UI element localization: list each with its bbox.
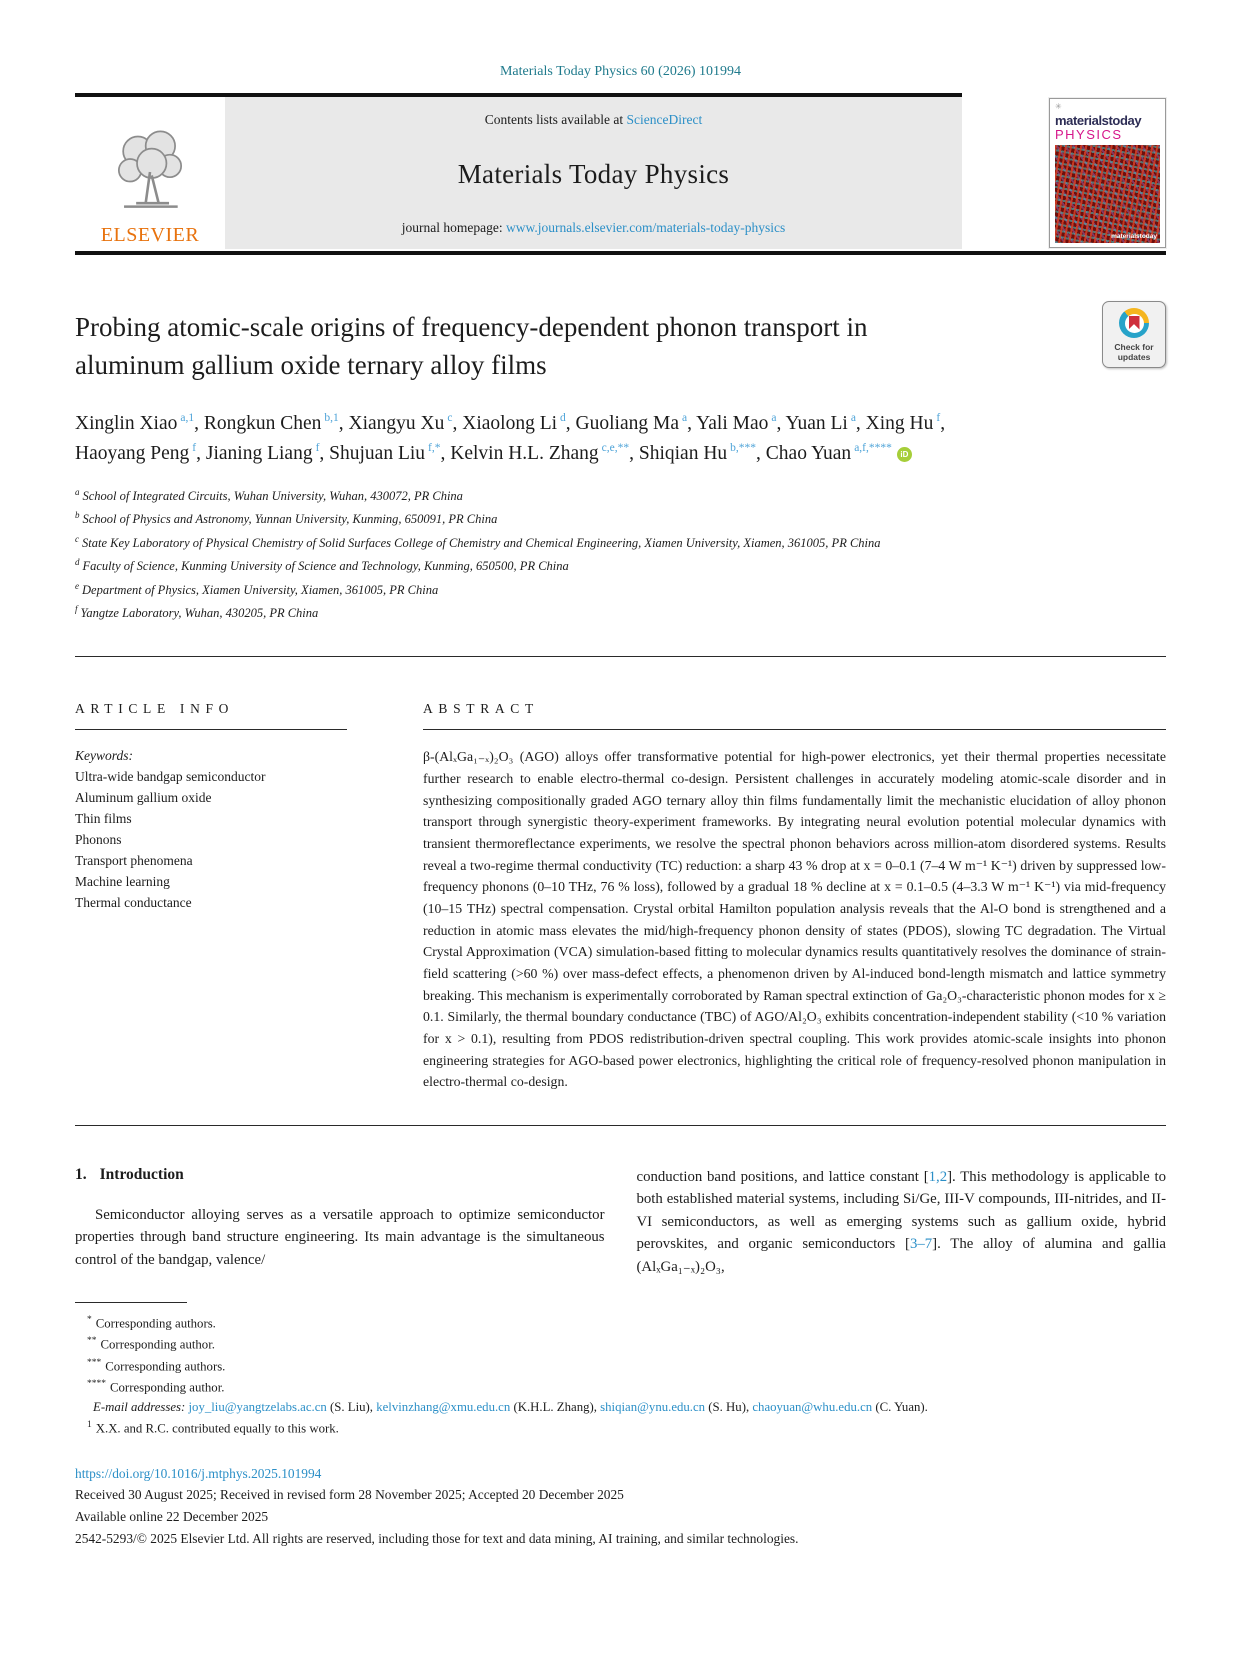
author: Xiangyu Xu $^c$, xyxy=(348,412,463,434)
check-for-updates-badge[interactable] xyxy=(1102,301,1166,368)
sciencedirect-link[interactable]: ScienceDirect xyxy=(626,112,703,127)
keyword: Thermal conductance xyxy=(75,894,192,910)
author: Xinglin Xiao $^{a,1}$, xyxy=(75,412,204,434)
paper-title: Probing atomic-scale origins of frequency-dependent phonon transport in aluminum gallium oxide ternary alloy films xyxy=(75,312,868,380)
elsevier-tree-icon xyxy=(106,127,194,222)
footnote: *** Corresponding authors. xyxy=(87,1357,226,1373)
footnotes xyxy=(75,1302,1166,1438)
article-info-heading: ARTICLE INFO xyxy=(75,701,235,717)
journal-citation: Materials Today Physics 60 (2026) 101994 xyxy=(499,64,741,79)
author: Xiaolong Li $^d$, xyxy=(462,412,576,434)
keyword: Thin films xyxy=(75,811,132,827)
email-link[interactable]: joy_liu@yangtzelabs.ac.cn xyxy=(188,1399,327,1414)
affiliation: $^c$ State Key Laboratory of Physical Chemistry of Solid Surfaces College of Chemistry and Chemical Engineering, Xiamen University, Xiamen, 361005, PR China xyxy=(75,533,881,550)
author: Guoliang Ma $^a$, xyxy=(575,412,697,434)
keyword: Machine learning xyxy=(75,874,170,889)
divider xyxy=(75,729,347,730)
cover-brand: materialstoday xyxy=(1055,113,1142,128)
cover-publisher-mark-icon: ✳ xyxy=(1055,102,1062,111)
available-online: Available online 22 December 2025 xyxy=(75,1509,269,1525)
author: Yuan Li $^a$, xyxy=(785,412,866,434)
author: Rongkun Chen $^{b,1}$, xyxy=(203,412,349,434)
citation-ref-link[interactable]: 3–7 xyxy=(909,1236,933,1253)
footnote: **** Corresponding author. xyxy=(87,1378,225,1394)
cover-series: PHYSICS xyxy=(1055,126,1123,142)
author: Yali Mao $^a$, xyxy=(696,412,786,434)
email-link[interactable]: kelvinzhang@xmu.edu.cn xyxy=(376,1399,511,1414)
elsevier-logo[interactable] xyxy=(75,97,225,249)
keyword: Phonons xyxy=(75,832,122,848)
affiliation: $^b$ School of Physics and Astronomy, Yunnan University, Kunming, 650091, PR China xyxy=(75,510,498,527)
introduction-paragraph-left: Semiconductor alloying serves as a versatile approach to optimize semiconductor properties through band structure engineering. Its main advantage is the simultaneous control of the bandgap, valence/ xyxy=(75,1206,605,1268)
doi-link[interactable]: https://doi.org/10.1016/j.mtphys.2025.101994 xyxy=(75,1465,322,1481)
footnote-rule xyxy=(75,1302,187,1303)
cover-art-brand: materialstoday xyxy=(1111,233,1157,240)
left-column xyxy=(75,1166,605,1278)
affiliation: $^a$ School of Integrated Circuits, Wuhan University, Wuhan, 430072, PR China xyxy=(75,487,463,504)
keyword: Ultra-wide bandgap semiconductor xyxy=(75,769,266,785)
equal-contribution-note: $^1$ X.X. and R.C. contributed equally to this work. xyxy=(87,1419,339,1435)
footnote: * Corresponding authors. xyxy=(87,1315,216,1331)
abstract-column xyxy=(423,701,1166,1093)
contents-line: Contents lists available at ScienceDirect xyxy=(484,112,703,127)
check-for-updates-icon xyxy=(1119,308,1149,338)
author: Xing Hu $^f$, xyxy=(865,412,946,434)
email-label: E-mail addresses: xyxy=(93,1399,186,1414)
keyword: Aluminum gallium oxide xyxy=(75,790,212,806)
journal-homepage-link[interactable]: www.journals.elsevier.com/materials-today-physics xyxy=(506,220,786,235)
copyright-line: 2542-5293/© 2025 Elsevier Ltd. All rights are reserved, including those for text and data mining, AI training, and similar technologies. xyxy=(75,1530,799,1546)
email-link[interactable]: chaoyuan@whu.edu.cn xyxy=(752,1399,873,1414)
author-list xyxy=(75,409,985,469)
publication-block xyxy=(75,1463,1166,1610)
orcid-icon[interactable]: iD xyxy=(897,447,912,462)
cover-art-image xyxy=(1055,145,1160,243)
author: Shiqian Hu $^{b,***}$, xyxy=(638,442,766,464)
keyword: Transport phenomena xyxy=(75,853,193,869)
elsevier-wordmark: ELSEVIER xyxy=(100,224,200,246)
citation-ref-link[interactable]: 1,2 xyxy=(928,1168,948,1185)
masthead xyxy=(75,93,1166,255)
journal-header-block xyxy=(75,93,962,249)
abstract-heading: ABSTRACT xyxy=(423,701,539,717)
author: Haoyang Peng $^f$, xyxy=(75,442,206,464)
article-info-column xyxy=(75,701,347,1093)
author: Jianing Liang $^f$, xyxy=(205,442,330,464)
title-row xyxy=(75,309,1166,385)
footnote: ** Corresponding author. xyxy=(87,1336,215,1352)
introduction-heading: 1. Introduction xyxy=(75,1165,184,1183)
introduction-section xyxy=(75,1126,1166,1278)
received-dates: Received 30 August 2025; Received in revised form 28 November 2025; Accepted 20 December 2025 xyxy=(75,1487,624,1503)
divider xyxy=(423,729,1166,730)
check-for-updates-label: Check for updates xyxy=(1114,342,1154,363)
journal-title: Materials Today Physics xyxy=(457,158,730,189)
masthead-bottom-rule xyxy=(75,251,1166,255)
keywords-label: Keywords: xyxy=(75,748,133,764)
email-link[interactable]: shiqian@ynu.edu.cn xyxy=(600,1399,706,1414)
masthead-center xyxy=(225,97,962,249)
author: Chao Yuan $^{a,f,****}$ xyxy=(765,442,892,464)
abstract-text: β-(AlₓGa₁₋ₓ)₂O₃ (AGO) alloys offer transformative potential for high-power electronics, yet their thermal properties necessitate further research to enable electro-thermal co-design. Persistent challenges in accurately modeling atomic-scale disorder and in synthesizing compositionally graded AGO ternary alloy thin films fundamentally limit the mechanistic elucidation of alloy phonon transport through synergistic theory-experiment frameworks. By integrating neural evolution potential molecular dynamics with transient thermoreflectance experiments, we resolve the spectral phonon behaviors across million-atom disordered systems. Results reveal a two-regime thermal conductivity (TC) reduction: a sharp 43 % drop at x = 0–0.1 (7–4 W m⁻¹ K⁻¹) driven by suppressed low-frequency phonons (0–10 THz, 76 % loss), followed by a gradual 18 % decline at x = 0.1–0.5 (4–3.3 W m⁻¹ K⁻¹) via mid-frequency (10–15 THz) spectral compensation. Crystal orbital Hamilton population analysis reveals that the Al-O bond is strengthened and a reduction in atomic mass elevates the mid/high-frequency phonon density of states (PDOS), slowing TC degradation. The Virtual Crystal Approximation (VCA) simulation-based fitting to molecular dynamics results quantitatively resolves the dominance of strain-field scattering (>60 %) over mass-defect effects, a phenomenon driven by Al-induced bond-length mismatch and lattice symmetry breaking. This mechanism is experimentally corroborated by Raman spectral extinction of Ga₂O₃-characteristic phonon modes for x ≥ 0.1. Similarly, the thermal boundary conductance (TBC) of AGO/Al₂O₃ exhibits concentration-independent stability (<10 % variation for x > 0.1), resulting from PDOS redistribution-driven spectral coupling. This work provides atomic-scale insights into phonon engineering strategies for AGO-based power electronics, highlighting the critical role of frequency-resolved phonon manipulation in electro-thermal co-design. xyxy=(423,749,1166,1090)
right-column xyxy=(637,1166,1167,1278)
affiliation-list xyxy=(75,484,1166,624)
author: Shujuan Liu $^{f,*}$, xyxy=(329,442,451,464)
journal-cover-thumbnail[interactable] xyxy=(1049,98,1166,248)
affiliation: $^e$ Department of Physics, Xiamen University, Xiamen, 361005, PR China xyxy=(75,580,439,597)
author: Kelvin H.L. Zhang $^{c,e,**}$, xyxy=(450,442,639,464)
affiliation: $^d$ Faculty of Science, Kunming University of Science and Technology, Kunming, 650500, PR China xyxy=(75,557,569,574)
homepage-line: journal homepage: www.journals.elsevier.com/materials-today-physics xyxy=(401,220,786,235)
info-abstract-section xyxy=(75,657,1166,1093)
affiliation: $^f$ Yangtze Laboratory, Wuhan, 430205, PR China xyxy=(75,604,319,621)
introduction-paragraph-right: conduction band positions, and lattice constant [1,2]. This methodology is applicable to both established material systems, including Si/Ge, III-V compounds, III-nitrides, and II-VI semiconductors, as well as emerging systems such as gallium oxide, hybrid perovskites, and organic semiconductors [3–7]. The alloy of alumina and gallia (AlₓGa₁₋ₓ)₂O₃, xyxy=(636,1168,1166,1275)
email-addresses-line: E-mail addresses: joy_liu@yangtzelabs.ac.cn (S. Liu), kelvinzhang@xmu.edu.cn (K.H.L. Zhang), shiqian@ynu.edu.cn (S. Hu), chaoyuan@whu.edu.cn (C. Yuan). xyxy=(93,1399,928,1414)
